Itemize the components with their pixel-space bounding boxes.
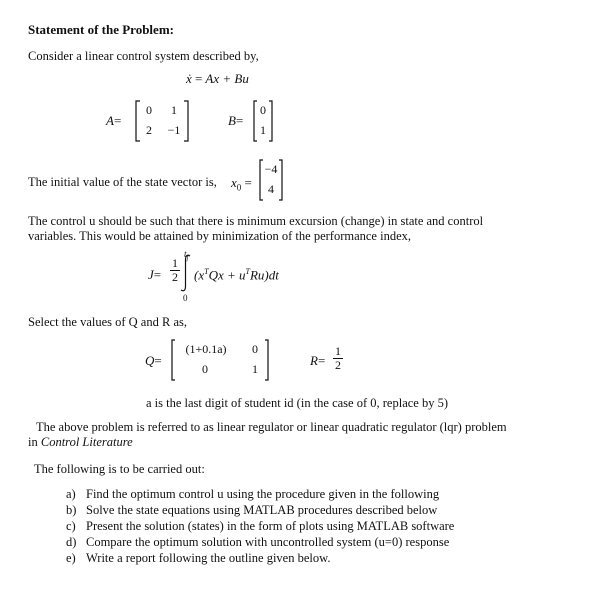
tasks-intro: The following is to be carried out:	[34, 462, 205, 476]
x0-name: x	[231, 175, 237, 190]
x0-equals: =	[244, 175, 252, 190]
matrix-b-cell: 0	[260, 103, 266, 117]
matrix-q-cell: 1	[252, 362, 258, 376]
matrix-b	[252, 99, 274, 143]
list-text: Present the solution (states) in the form of plots using MATLAB software	[86, 519, 455, 533]
state-eq-rhs: Ax + Bu	[205, 71, 249, 86]
lqr-paragraph-line-1: The above problem is referred to as linear regulator or linear quadratic regulator (lqr) problem	[36, 420, 507, 434]
initial-value-text: The initial value of the state vector is,	[28, 175, 217, 189]
x0-subscript: 0	[236, 182, 242, 193]
j-integrand-pre: (x	[194, 267, 205, 283]
j-sup-1: T	[204, 267, 209, 276]
x0-cell: 4	[268, 182, 274, 196]
j-integrand-mid: Qx + u	[208, 267, 246, 283]
list-text: Compare the optimum solution with uncontrolled system (u=0) response	[86, 535, 450, 549]
list-marker: d)	[66, 535, 77, 549]
r-label	[310, 353, 325, 369]
list-item	[66, 535, 449, 550]
j-frac-num: 1	[172, 256, 178, 270]
matrix-q-cell: 0	[252, 342, 258, 356]
matrix-a-cell: 0	[146, 103, 152, 117]
matrix-b-name: B	[228, 113, 236, 128]
r-den: 2	[335, 358, 341, 372]
r-fraction	[333, 345, 343, 372]
j-sup-2: T	[245, 267, 250, 276]
int-upper: t	[184, 249, 187, 259]
integral-sign	[178, 252, 194, 294]
matrix-b-equals: =	[235, 113, 244, 128]
matrix-a-equals: =	[113, 113, 122, 128]
intro-text: Consider a linear control system described by,	[28, 49, 259, 63]
x0-cell: −4	[264, 162, 278, 176]
x0-vector	[258, 158, 284, 202]
j-integrand	[194, 267, 279, 283]
x0-label	[231, 175, 252, 193]
list-marker: a)	[66, 487, 76, 501]
list-text: Solve the state equations using MATLAB procedures described below	[86, 503, 438, 517]
list-marker: e)	[66, 551, 76, 565]
list-item	[66, 503, 437, 518]
matrix-b-label	[228, 113, 243, 129]
page-title: Statement of the Problem:	[28, 22, 174, 37]
int-upper-sub: f	[186, 253, 189, 262]
matrix-b-cell: 1	[260, 123, 266, 137]
j-lhs	[148, 267, 161, 283]
j-frac-den: 2	[172, 270, 178, 284]
list-marker: c)	[66, 519, 76, 533]
select-text: Select the values of Q and R as,	[28, 315, 187, 329]
list-item	[66, 519, 454, 534]
lqr-line-2-pre: in	[28, 435, 41, 449]
integral-lower-limit: 0	[183, 293, 188, 303]
matrix-q-label	[145, 353, 162, 369]
list-item	[66, 487, 439, 502]
j-name: J	[148, 267, 154, 282]
matrix-q-cell: 0	[202, 362, 208, 376]
state-equation	[186, 71, 249, 87]
control-paragraph-line-1: The control u should be such that there is minimum excursion (change) in state and control	[28, 214, 484, 228]
matrix-q-cell-text: (1+0.1a)	[185, 342, 227, 356]
lqr-paragraph-line-2	[28, 435, 133, 450]
state-eq-lhs: ẋ	[186, 71, 192, 86]
matrix-a-cell: −1	[167, 123, 181, 137]
matrix-q-equals: =	[154, 353, 162, 368]
matrix-q-name: Q	[145, 353, 155, 368]
state-eq-equals: =	[195, 71, 203, 86]
matrix-a-cell: 2	[146, 123, 152, 137]
list-text: Find the optimum control u using the procedure given in the following	[86, 487, 440, 501]
r-equals: =	[317, 353, 326, 368]
a-note: a is the last digit of student id (in the case of 0, replace by 5)	[146, 396, 448, 410]
matrix-q-cell	[175, 342, 237, 357]
matrix-q	[170, 338, 270, 382]
r-name: R	[310, 353, 318, 368]
list-marker: b)	[66, 503, 77, 517]
list-text: Write a report following the outline given below.	[86, 551, 331, 565]
r-num: 1	[335, 344, 341, 358]
integral-sign-wrap	[178, 252, 194, 298]
lqr-line-2-italic: Control Literature	[40, 435, 133, 449]
control-paragraph-line-2: variables. This would be attained by minimization of the performance index,	[28, 229, 411, 243]
j-equals: =	[153, 267, 162, 282]
matrix-a-label	[106, 113, 121, 129]
matrix-a-name: A	[106, 113, 114, 128]
matrix-a	[134, 99, 190, 143]
list-item	[66, 551, 330, 566]
matrix-a-cell: 1	[171, 103, 177, 117]
j-integrand-post: Ru)dt	[249, 267, 279, 283]
